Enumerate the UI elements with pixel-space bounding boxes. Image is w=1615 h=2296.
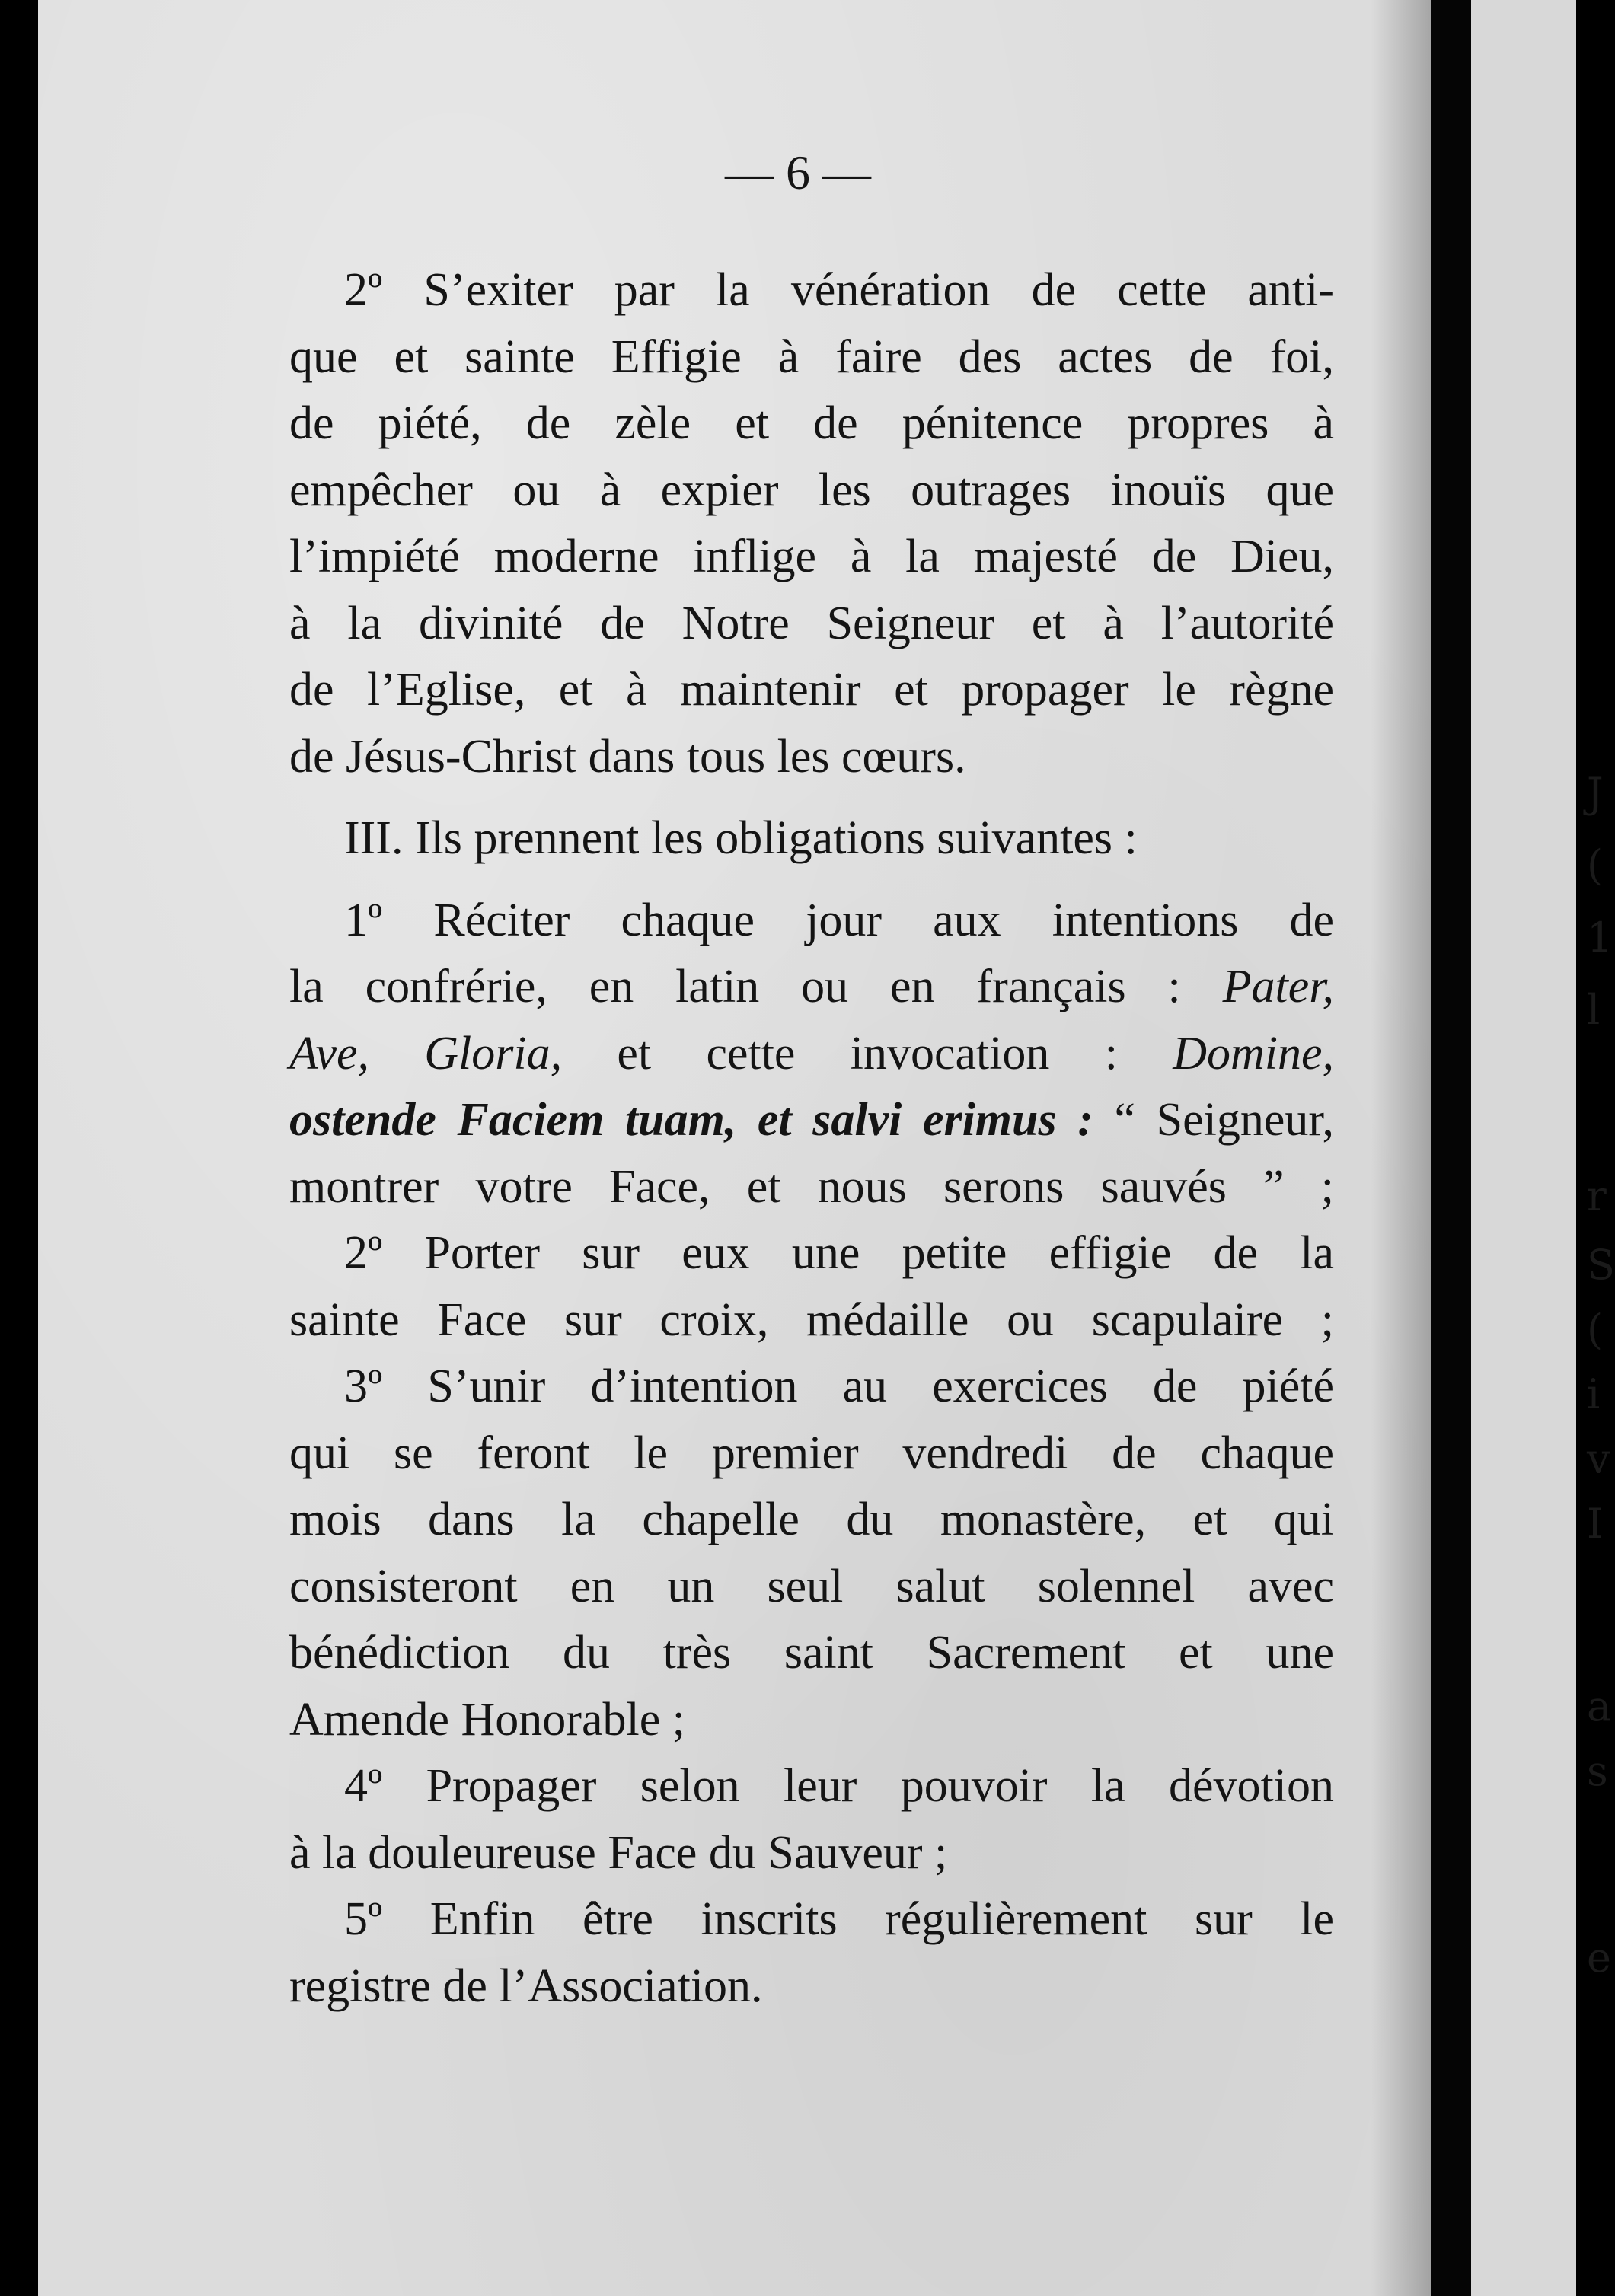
latin-word-ave: Ave, [289, 1027, 369, 1079]
text-line [289, 954, 1334, 1021]
next-page-fragment: i [1587, 1370, 1601, 1418]
text-line: empêcher ou à expier les outrages inouïs que [289, 464, 1334, 516]
text-line [289, 1087, 1334, 1154]
gutter [1431, 0, 1471, 2296]
text-line: bénédiction du très saint Sacrement et une [289, 1627, 1334, 1679]
text-line: mois dans la chapelle du monastère, et qui [289, 1494, 1334, 1545]
next-page-fragment: e [1587, 1934, 1611, 1982]
next-page-fragment: ( [1587, 841, 1604, 889]
body-text [289, 257, 1334, 2020]
text-line: Amende Honorable ; [289, 1693, 685, 1746]
text-line [289, 1021, 1334, 1088]
text-line: 5º Enfin être inscrits régulièrement sur le [344, 1893, 1334, 1945]
latin-word-gloria: Gloria, [424, 1027, 563, 1079]
text-line: à la divinité de Notre Seigneur et à l’autorité [289, 597, 1334, 649]
next-page-fragment: 1 [1587, 914, 1613, 961]
text-line: de Jésus-Christ dans tous les cœurs. [289, 730, 966, 783]
next-page-fragment: l [1587, 986, 1601, 1034]
next-page-fragment: ( [1587, 1306, 1604, 1354]
next-page-fragment: a [1587, 1682, 1612, 1730]
next-page-fragment: s [1587, 1747, 1608, 1795]
next-page-fragment: S [1587, 1241, 1615, 1289]
next-page-fragment: J [1587, 769, 1604, 817]
latin-invocation: ostende Faciem tuam, et salvi erimus : [289, 1094, 1093, 1146]
text-line: que et sainte Effigie à faire des actes de foi, [289, 330, 1334, 383]
text-line: 3º S’unir d’intention au exercices de piété [344, 1360, 1334, 1412]
text-line: registre de l’Association. [289, 1960, 763, 2012]
text-line: sainte Face sur croix, médaille ou scapulaire ; [289, 1293, 1334, 1346]
text-line: consisteront en un seul salut solennel avec [289, 1560, 1334, 1612]
text-fragment: et cette invocation : [617, 1027, 1118, 1079]
next-page-fragment: r [1587, 1172, 1607, 1220]
section-heading: III. Ils prennent les obligations suivantes : [344, 812, 1138, 864]
latin-word-pater: Pater, [1222, 961, 1334, 1012]
page-number: — 6 — [725, 145, 871, 199]
text-line: de l’Eglise, et à maintenir et propager le règne [289, 664, 1334, 716]
text-line: 4º Propager selon leur pouvoir la dévotion [344, 1760, 1334, 1812]
text-fragment: la confrérie, en latin ou en français : [289, 961, 1181, 1012]
text-line: à la douleureuse Face du Sauveur ; [289, 1826, 948, 1879]
text-line: 1º Réciter chaque jour aux intentions de [344, 894, 1334, 946]
latin-word-domine: Domine, [1173, 1027, 1335, 1079]
text-line: l’impiété moderne inflige à la majesté de Dieu, [289, 531, 1334, 582]
page-shadow [1371, 0, 1431, 2296]
text-fragment: “ Seigneur, [1114, 1094, 1335, 1146]
text-line: montrer votre Face, et nous serons sauvés ” ; [289, 1160, 1334, 1213]
next-page-fragment: I [1587, 1500, 1604, 1548]
next-page-fragment: v [1587, 1435, 1610, 1483]
text-line: 2º Porter sur eux une petite effigie de la [344, 1227, 1334, 1279]
text-line: qui se feront le premier vendredi de chaque [289, 1427, 1334, 1479]
text-line: de piété, de zèle et de pénitence propres à [289, 397, 1334, 449]
text-line: 2º S’exiter par la vénération de cette anti- [344, 264, 1334, 316]
